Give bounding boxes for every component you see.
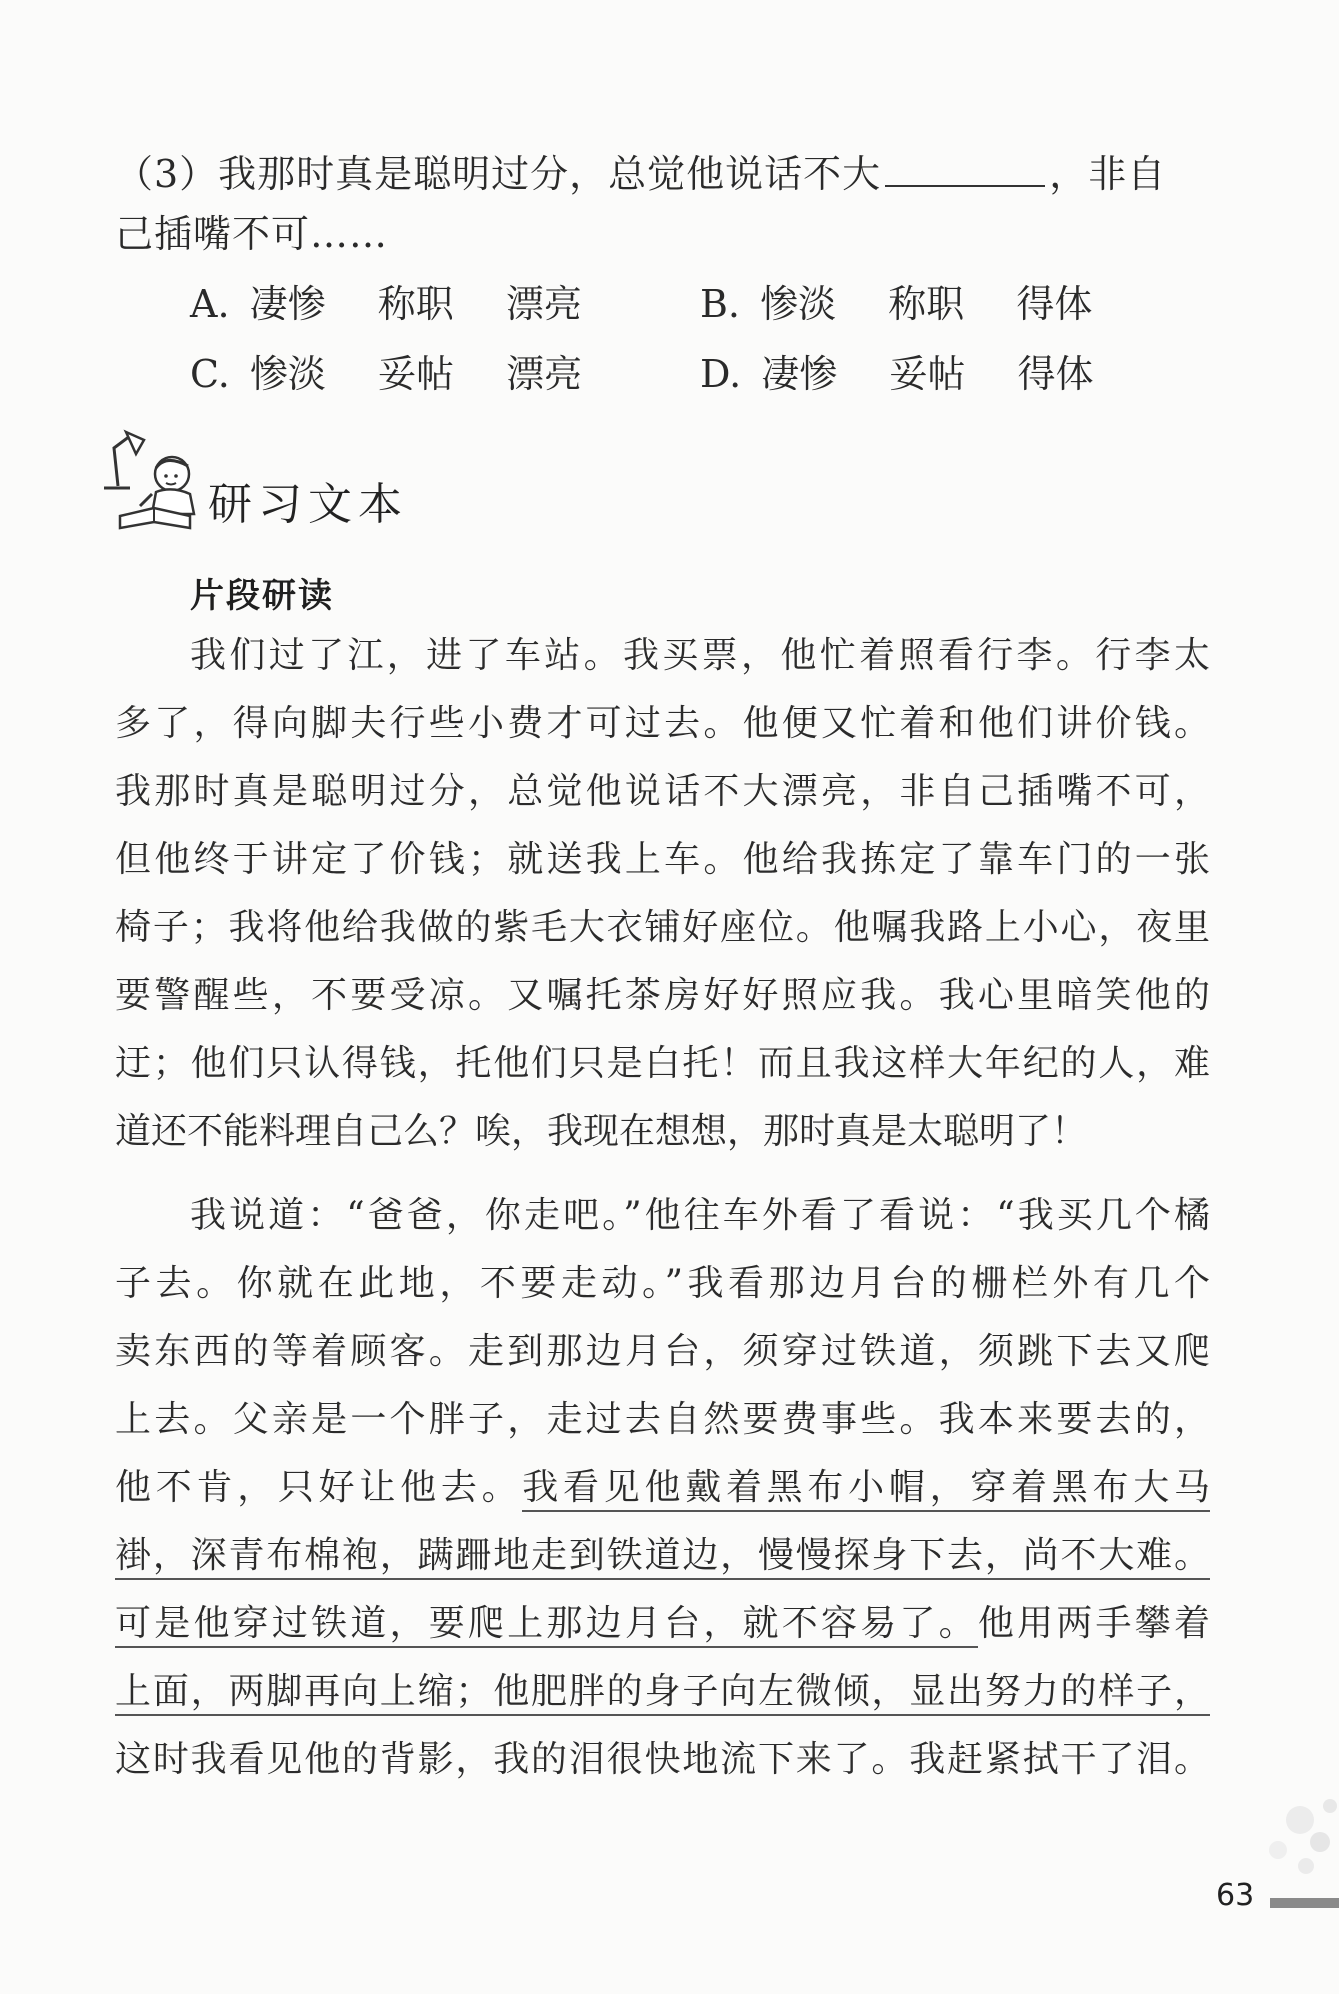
para1-line-5: 椅子；我将他给我做的紫毛大衣铺好座位。他嘱我路上小心，夜里 (115, 907, 1210, 948)
question-line-2: 己插嘴不可…… (115, 212, 389, 256)
subsection-heading: 片段研读 (190, 576, 334, 616)
para1-line-3: 我那时真是聪明过分，总觉他说话不大漂亮，非自己插嘴不可， (115, 771, 1210, 812)
para1-line-8: 道还不能料理自己么？唉，我现在想想，那时真是太聪明了！ (115, 1111, 1088, 1152)
option-c: C. 惨淡 妥帖 漂亮 (190, 352, 583, 396)
para2-line-3: 卖东西的等着顾客。走到那边月台，须穿过铁道，须跳下去又爬 (115, 1331, 1210, 1372)
underlined-text: 上面，两脚再向上缩；他肥胖的身子向左微倾，显出努力的样子， (115, 1671, 1210, 1716)
option-b: B. 惨淡 称职 得体 (700, 282, 1093, 326)
para1-line-7: 迂；他们只认得钱，托他们只是白托！而且我这样大年纪的人，难 (115, 1043, 1210, 1084)
underlined-text: 可是他穿过铁道，要爬上那边月台，就不容易了。 (115, 1603, 978, 1648)
question-text-end: ，非自 (1049, 152, 1167, 196)
page-number: 63 (1216, 1878, 1255, 1913)
underlined-text: 褂，深青布棉袍，蹒跚地走到铁道边，慢慢探身下去，尚不大难。 (115, 1535, 1210, 1580)
floral-decoration-icon (1180, 1780, 1339, 1890)
para1-line-6: 要警醒些，不要受凉。又嘱托茶房好好照应我。我心里暗笑他的 (115, 975, 1210, 1016)
para2-line-9: 这时我看见他的背影，我的泪很快地流下来了。我赶紧拭干了泪。 (115, 1739, 1210, 1780)
section-title: 研习文本 (208, 479, 408, 530)
para1-line-1: 我们过了江，进了车站。我买票，他忙着照看行李。行李太 (190, 635, 1210, 676)
para1-line-2: 多了，得向脚夫行些小费才可过去。他便又忙着和他们讲价钱。 (115, 703, 1210, 744)
underlined-text: 我看见他戴着黑布小帽，穿着黑布大马 (522, 1467, 1210, 1512)
para2-line-6 (115, 1532, 1210, 1580)
plain-text: 他用两手攀着 (977, 1603, 1210, 1644)
option-d: D. 凄惨 妥帖 得体 (700, 352, 1094, 396)
para2-line-5 (115, 1464, 1210, 1512)
para2-line-2: 子去。你就在此地，不要走动。”我看那边月台的栅栏外有几个 (115, 1263, 1210, 1304)
para2-line-1: 我说道：“爸爸，你走吧。”他往车外看了看说：“我买几个橘 (190, 1195, 1210, 1236)
question-text: （3）我那时真是聪明过分，总觉他说话不大 (115, 152, 882, 196)
plain-text: 他不肯，只好让他去。 (115, 1467, 523, 1508)
page-number-bar (1270, 1898, 1339, 1908)
para2-line-4: 上去。父亲是一个胖子，走过去自然要费事些。我本来要去的， (115, 1399, 1210, 1440)
para2-line-7 (115, 1600, 1210, 1648)
para1-line-4: 但他终于讲定了价钱；就送我上车。他给我拣定了靠车门的一张 (115, 839, 1210, 880)
option-a: A. 凄惨 称职 漂亮 (190, 282, 582, 326)
answer-blank (885, 155, 1045, 187)
reading-child-icon (100, 428, 210, 538)
para2-line-8 (115, 1668, 1210, 1716)
question-line-1 (115, 150, 1166, 198)
